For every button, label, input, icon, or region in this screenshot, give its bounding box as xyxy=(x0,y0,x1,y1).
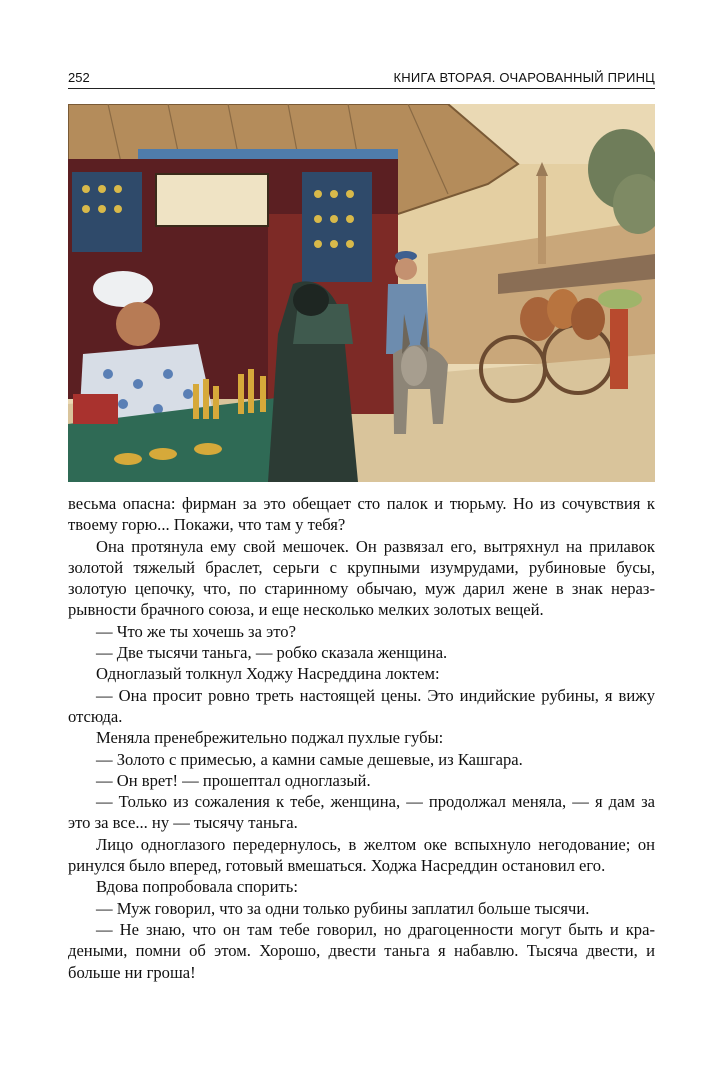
paragraph: Одноглазый толкнул Ходжу Насреддина локтем: xyxy=(96,664,440,684)
paragraph: Она протянула ему свой мешочек. Он развязал его, вытряхнул на прилавок золотой тяжелый браслет, серьги с крупными изумрудами, рубиновые бусы, золотую цепочку, что, по старинному обычаю, муж дарил жене в знак неразрывности брачного союза, и еще несколько мелких золотых вещей. xyxy=(68,536,655,620)
header-rule xyxy=(68,88,655,89)
paragraph: — Две тысячи таньга, — робко сказала женщина. xyxy=(96,643,448,663)
body-text xyxy=(68,493,655,983)
running-header xyxy=(68,69,655,89)
paragraph: Лицо одноглазого передернулось, в желтом оке вспыхнуло негодование; он ринулся было вперед, готовый вмешаться. Ходжа Насреддин остановил его. xyxy=(68,834,655,876)
paragraph: Меняла пренебрежительно поджал пухлые губы: xyxy=(96,728,444,748)
paragraph: Вдова попробовала спорить: xyxy=(96,877,298,897)
bazaar-illustration xyxy=(68,104,655,482)
running-title: КНИГА ВТОРАЯ. ОЧАРОВАННЫЙ ПРИНЦ xyxy=(393,70,655,85)
paragraph: — Золото с примесью, а камни самые дешевые, из Кашгара. xyxy=(96,749,523,769)
paragraph: — Что же ты хочешь за это? xyxy=(96,621,296,641)
paragraph: — Только из сожаления к тебе, женщина, — продолжал меняла, — я дам за это за все... ну — тысячу таньга. xyxy=(68,792,655,833)
paragraph: — Не знаю, что он там тебе говорил, но драгоценности могут быть и крадеными, помни об этом. Хорошо, двести таньга я набавлю. Тысяча двести, и больше ни гроша! xyxy=(68,919,655,982)
paragraph: — Она просит ровно треть настоящей цены. Это индийские рубины, я вижу отсюда. xyxy=(68,685,655,726)
paragraph: — Муж говорил, что за одни только рубины заплатил больше тысячи. xyxy=(96,898,590,918)
paragraph: — Он врет! — прошептал одноглазый. xyxy=(96,770,371,790)
page-number: 252 xyxy=(68,70,90,85)
paragraph: весьма опасна: фирман за это обещает сто палок и тюрьму. Но из сочувствия к твоему горю... Покажи, что там у тебя? xyxy=(68,494,655,535)
